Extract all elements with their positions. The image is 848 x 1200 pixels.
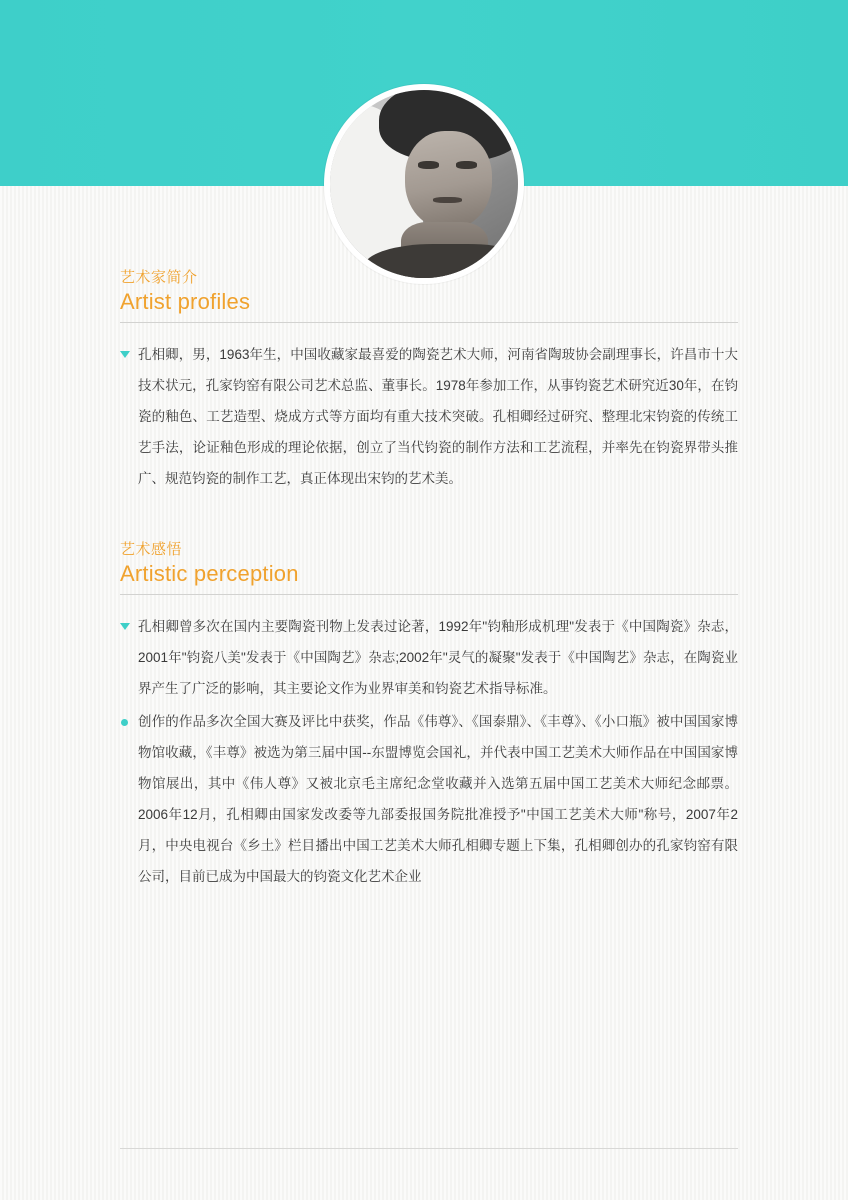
paragraph-text: 孔相卿曾多次在国内主要陶瓷刊物上发表过论著，1992年"钧釉形成机理"发表于《中国陶瓷》杂志，2001年"钧瓷八美"发表于《中国陶艺》杂志;2002年"灵气的凝聚"发表于《中国陶艺》杂志，在陶瓷业界产生了广泛的影响，其主要论文作为业界审美和钧瓷艺术指导标准。 xyxy=(138,619,738,696)
section-heading xyxy=(120,266,738,315)
paragraph-text: 创作的作品多次全国大赛及评比中获奖，作品《伟尊》、《国泰鼎》、《丰尊》、《小口瓶》被中国国家博物馆收藏，《丰尊》被选为第三届中国--东盟博览会国礼，并代表中国工艺美术大师作品在中国国家博物馆展出，其中《伟人尊》又被北京毛主席纪念堂收藏并入选第五届中国工艺美术大师纪念邮票。2006年12月，孔相卿由国家发改委等九部委报国务院批准授予"中国工艺美术大师"称号，2007年2月，中央电视台《乡土》栏目播出中国工艺美术大师孔相卿专题上下集，孔相卿创办的孔家钧窑有限公司，目前已成为中国最大的钧瓷文化艺术企业 xyxy=(138,714,738,884)
list-item xyxy=(120,339,738,494)
section-artist-profiles xyxy=(0,266,848,494)
list-item xyxy=(120,706,738,892)
section-artistic-perception xyxy=(0,538,848,892)
portrait-eye-left xyxy=(418,161,439,169)
paragraph-list xyxy=(120,339,738,494)
section-divider xyxy=(120,594,738,595)
section-divider xyxy=(120,322,738,323)
section-spacer xyxy=(0,496,848,538)
section-title-en: Artist profiles xyxy=(120,289,251,314)
dot-bullet-icon xyxy=(121,719,128,726)
list-item xyxy=(120,611,738,704)
portrait-face xyxy=(405,131,491,229)
portrait-mouth xyxy=(433,197,461,203)
artist-portrait-frame xyxy=(324,84,524,284)
portrait-eye-right xyxy=(456,161,477,169)
section-title-cn: 艺术感悟 xyxy=(120,541,183,558)
section-title-en: Artistic perception xyxy=(120,561,299,586)
triangle-bullet-icon xyxy=(120,351,130,358)
section-title-cn: 艺术家简介 xyxy=(120,269,198,286)
section-heading xyxy=(120,538,738,587)
triangle-bullet-icon xyxy=(120,623,130,630)
artist-portrait-image xyxy=(330,90,518,278)
paragraph-list xyxy=(120,611,738,892)
document-content xyxy=(0,266,848,894)
paragraph-text: 孔相卿，男，1963年生，中国收藏家最喜爱的陶瓷艺术大师，河南省陶玻协会副理事长，许昌市十大技术状元，孔家钧窑有限公司艺术总监、董事长。1978年参加工作，从事钧瓷艺术研究近30年，在钧瓷的釉色、工艺造型、烧成方式等方面均有重大技术突破。孔相卿经过研究、整理北宋钧瓷的传统工艺手法，论证釉色形成的理论依据，创立了当代钧瓷的制作方法和工艺流程，并率先在钧瓷界带头推广、规范钧瓷的制作工艺，真正体现出宋钧的艺术美。 xyxy=(138,347,738,486)
footer-divider xyxy=(120,1148,738,1149)
